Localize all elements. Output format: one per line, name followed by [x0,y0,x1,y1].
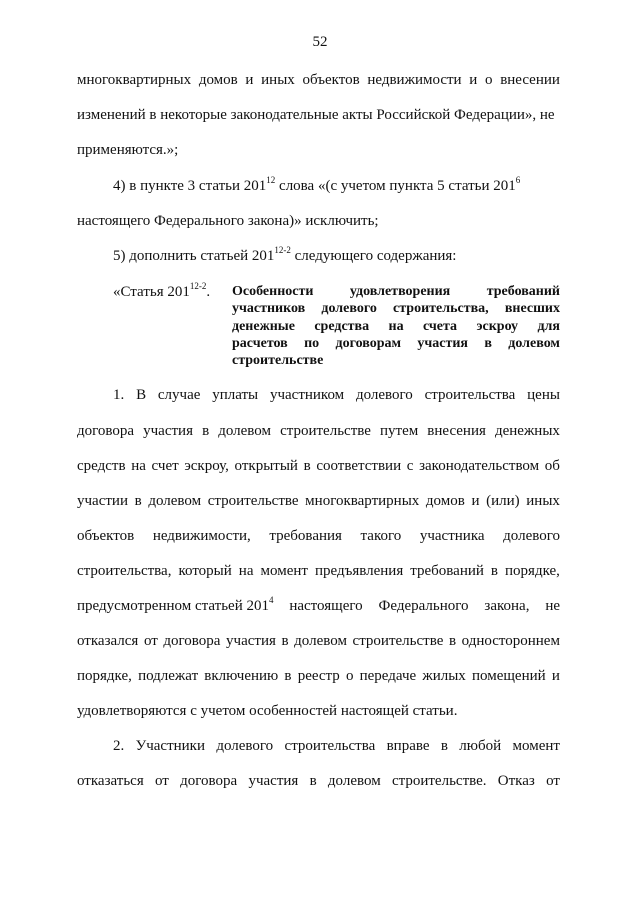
text-line-word: договора [163,633,221,649]
text-line-word: долевом [294,633,347,649]
text-line-word: в [448,633,457,649]
text-line [77,561,560,581]
text-line-word: предъявления [314,563,404,579]
text-line-word: и [471,493,480,509]
text-line [77,526,560,546]
text-line-word: недвижимости [367,72,462,88]
text-line-word: отказаться [77,773,144,789]
text-line-word: договорам [335,336,402,351]
text-line-word: долевом [218,423,271,439]
text-line-word: на [388,319,404,334]
text-line-word: участия [143,423,193,439]
text-line-word: и [551,668,560,684]
text-line-word: долевом [148,493,202,509]
text-line-word: закона, [484,598,530,614]
text-line-word: по [304,336,320,351]
item-5-text: 5) дополнить статьей 201 [113,248,275,264]
text-line-word: удовлетворения [349,284,451,299]
text-line-word: в [303,458,311,474]
text-line-word: момент [512,738,560,754]
superscript: 4 [268,595,274,605]
text-line [77,456,560,476]
text-line-word: договора [180,773,238,789]
text-line-word: строительства, [77,563,172,579]
text-line-word: объектов [302,72,360,88]
text-line-word: иных [261,72,295,88]
article-label-text: «Статья 201 [113,284,190,300]
text-line-word: для [537,319,560,334]
text-line-word: денежные [232,319,295,334]
superscript: 6 [515,175,521,185]
text-line-word: долевом [508,336,560,351]
text-line-word: домов [425,493,465,509]
text-line-word: эскроу, [184,458,229,474]
text-line-word: строительстве [280,423,371,439]
text-line: применяются.»; [77,142,179,158]
text-line-word: В [136,387,147,403]
text-line-word: законодательством [419,458,540,474]
text-line-word: о [345,668,354,684]
text-line-word: путем [379,423,419,439]
text-line-word: не [545,598,560,614]
text-line-word: в [490,563,499,579]
text-line-word: от [143,633,158,649]
text-line-word: настоящего [289,598,363,614]
text-line-word: внесения [427,423,486,439]
text-line [77,421,560,441]
text-line-word: цены [527,387,560,403]
text-line-word: недвижимости, [152,528,251,544]
text-line-word: передаче [359,668,417,684]
text-line-word: долевого [216,738,274,754]
superscript: 12 [266,175,276,185]
text-line-word: вправе [386,738,430,754]
text-line-word: долевого [503,528,560,544]
text-line-word: Участники [135,738,205,754]
superscript: 12-2 [274,245,291,255]
text-line-word: с [406,458,414,474]
text-line-word: 1. [113,387,125,403]
text-line-word: любой [459,738,502,754]
article-title-line: строительстве [232,353,324,368]
text-line: удовлетворяются с учетом особенностей настоящей статьи. [77,703,458,719]
text-line-word: договора [77,423,135,439]
text-line-word: в [309,773,317,789]
text-line [77,70,560,90]
text-line-word: участии [77,493,128,509]
text-line-word: предусмотренном статьей 201 [77,598,269,614]
text-line-word: участником [269,387,345,403]
text-line-word: участия [417,336,469,351]
text-line-word: средства [314,319,370,334]
text-line-word: внесении [500,72,560,88]
text-line-word: на [131,458,146,474]
text-line-word: многоквартирных [77,72,192,88]
text-line-word: участия [248,773,299,789]
text-line-word: денежных [494,423,560,439]
text-line-word: долевом [327,773,381,789]
text-line-word: случае [157,387,201,403]
text-line-word: требований [486,284,560,299]
text-line-word: в [134,493,142,509]
text-line-word: средств [77,458,126,474]
text-line-word: в [284,668,292,684]
text-line-word: расчетов [232,336,288,351]
text-line [113,736,560,756]
text-line-word: счет [151,458,179,474]
text-line-word: многоквартирных [305,493,420,509]
text-line-word: в [484,336,492,351]
text-line-word: открытый [234,458,298,474]
text-line-word: эскроу [476,319,519,334]
text-line-word: строительстве [207,493,299,509]
text-line-word: и [469,72,478,88]
text-line-word: Отказ [497,773,535,789]
article-label-dot: . [206,284,211,300]
text-line [113,385,560,405]
text-line-word: от [155,773,169,789]
text-line-word: внесших [504,301,560,316]
text-line-word: иных [526,493,560,509]
article-title-line [232,318,560,335]
page-number: 52 [312,34,328,50]
item-5-line [113,246,560,266]
item-4-text: 4) в пункте 3 статьи 201 [113,178,267,194]
text-line-word: требования [269,528,342,544]
text-line-segment [77,596,273,616]
text-line-word: участников [232,301,306,316]
text-line-word: который [178,563,232,579]
text-line: настоящего Федерального закона)» исключить; [77,213,379,229]
text-line-word: отказался [77,633,139,649]
article-label [113,282,210,302]
text-line-word: от [546,773,560,789]
text-line-word: долевого [355,387,413,403]
text-line-word: в [281,633,289,649]
article-title-line [232,300,560,317]
article-title-line [232,335,560,352]
text-line [77,631,560,651]
article-title-line [232,283,560,300]
text-line-word: включению [204,668,279,684]
text-line-word: 2. [113,738,125,754]
item-5-text: следующего содержания: [290,248,457,264]
text-line-word: такого [360,528,402,544]
text-line [77,491,560,511]
text-line-word: жилых [422,668,466,684]
text-line-word: и [245,72,254,88]
text-line-word: Особенности [232,284,314,299]
text-line-word: участника [419,528,485,544]
text-line-word: о [485,72,493,88]
text-line-word: долевого [321,301,377,316]
text-line-word: строительстве [352,633,444,649]
text-line-word: на [238,563,254,579]
text-line [77,596,560,616]
text-line [77,666,560,686]
item-4-text: слова «(с учетом пункта 5 статьи 201 [275,178,516,194]
text-line-word: Федерального [378,598,469,614]
text-line-word: (или) [486,493,520,509]
text-line-word: строительстве. [391,773,487,789]
text-line-word: помещений [471,668,546,684]
text-line [77,771,560,791]
text-line-word: домов [198,72,238,88]
text-line-word: объектов [77,528,135,544]
superscript: 12-2 [189,281,207,291]
item-4-line [113,176,560,196]
text-line-word: об [544,458,560,474]
text-line-word: строительства [424,387,516,403]
text-line-word: порядке, [77,668,132,684]
text-line-word: соответствии [316,458,402,474]
text-line-word: строительства, [393,301,489,316]
text-line-word: счета [422,319,458,334]
text-line-word: порядке, [505,563,560,579]
text-line-word: требований [410,563,484,579]
text-line-word: в [440,738,448,754]
text-line-word: в [202,423,210,439]
text-line: изменений в некоторые законодательные акты Российской Федерации», не [77,107,555,123]
text-line-word: реестр [297,668,340,684]
text-line-word: момент [260,563,308,579]
text-line-word: подлежат [138,668,199,684]
text-line-word: уплаты [212,387,259,403]
text-line-word: строительства [284,738,376,754]
text-line-word: участия [226,633,276,649]
text-line-word: одностороннем [461,633,560,649]
